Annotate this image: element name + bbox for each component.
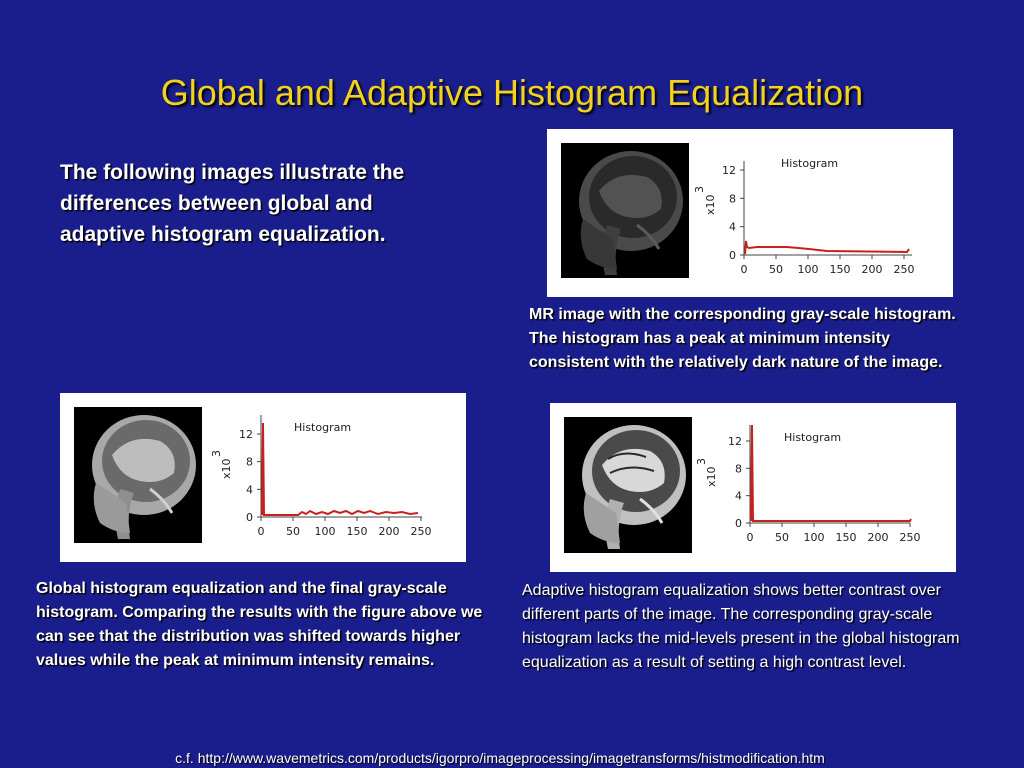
mr-image-adaptive <box>564 417 692 553</box>
y-scale-label: x10 <box>704 194 717 215</box>
slide-title: Global and Adaptive Histogram Equalization <box>160 72 864 113</box>
x-tick-label: 250 <box>410 525 432 538</box>
y-axis-ticks <box>239 428 261 524</box>
caption-global: Global histogram equalization and the final gray-scale histogram. Comparing the results with the figure above we can see that the distribution was shifted towards higher values while the peak at minimum intensity remains. <box>36 580 483 669</box>
y-scale-exponent: 3 <box>210 450 223 457</box>
y-scale-label: x10 <box>705 466 718 487</box>
y-tick-label: 8 <box>729 192 736 206</box>
caption-original: MR image with the corresponding gray-scale histogram. The histogram has a peak at minimum intensity consistent with the relatively dark nature of the image. <box>529 306 956 371</box>
y-axis-ticks <box>728 435 750 530</box>
figure-global-equalization <box>60 393 466 562</box>
y-tick-label: 0 <box>735 517 742 530</box>
caption-adaptive: Adaptive histogram equalization shows better contrast over different parts of the image. The corresponding gray-scale histogram lacks the mid-levels present in the global histogram equalization as a result of setting a high contrast level. <box>522 582 960 671</box>
x-tick-label: 250 <box>893 263 915 276</box>
x-tick-label: 0 <box>740 263 748 276</box>
x-tick-label: 150 <box>835 531 857 544</box>
x-tick-label: 200 <box>378 525 400 538</box>
histogram-global <box>210 415 432 538</box>
x-tick-label: 50 <box>286 525 300 538</box>
y-tick-label: 4 <box>735 489 742 503</box>
x-tick-label: 100 <box>797 263 819 276</box>
y-axis-ticks <box>722 164 744 262</box>
citation-url[interactable]: c.f. http://www.wavemetrics.com/products/igorpro/imageprocessing/imagetransforms/histmodification.htm <box>175 750 825 766</box>
x-tick-label: 0 <box>257 525 265 538</box>
y-tick-label: 8 <box>735 462 742 476</box>
histogram-curve <box>745 241 909 254</box>
x-tick-label: 0 <box>746 531 754 544</box>
x-tick-label: 100 <box>314 525 336 538</box>
y-scale-label: x10 <box>220 458 233 479</box>
y-tick-label: 0 <box>246 511 253 524</box>
histogram-original <box>693 157 915 276</box>
x-axis-ticks <box>747 523 921 544</box>
histogram-title: Histogram <box>784 431 842 444</box>
histogram-title: Histogram <box>781 157 839 170</box>
y-tick-label: 8 <box>246 455 253 469</box>
y-scale-exponent: 3 <box>693 186 706 193</box>
x-tick-label: 200 <box>867 531 889 544</box>
figure-adaptive-equalization <box>550 403 956 572</box>
y-tick-label: 12 <box>239 428 253 441</box>
x-tick-label: 100 <box>803 531 825 544</box>
x-axis-ticks <box>258 517 432 538</box>
y-scale-exponent: 3 <box>695 458 708 465</box>
y-tick-label: 12 <box>728 435 742 448</box>
x-tick-label: 50 <box>775 531 789 544</box>
x-tick-label: 250 <box>899 531 921 544</box>
y-tick-label: 4 <box>729 220 736 234</box>
y-tick-label: 0 <box>729 249 736 262</box>
histogram-title: Histogram <box>294 421 352 434</box>
histogram-curve <box>262 423 418 515</box>
y-tick-label: 12 <box>722 164 736 177</box>
histogram-adaptive <box>695 425 921 544</box>
y-tick-label: 4 <box>246 483 253 497</box>
figure-original <box>547 129 953 297</box>
mr-image-original <box>561 143 689 278</box>
x-axis-ticks <box>741 255 915 276</box>
intro-text: The following images illustrate the differences between global and adaptive histogram equalization. <box>60 161 405 246</box>
x-tick-label: 200 <box>861 263 883 276</box>
x-tick-label: 150 <box>829 263 851 276</box>
x-tick-label: 150 <box>346 525 368 538</box>
mr-image-global <box>74 407 202 543</box>
x-tick-label: 50 <box>769 263 783 276</box>
